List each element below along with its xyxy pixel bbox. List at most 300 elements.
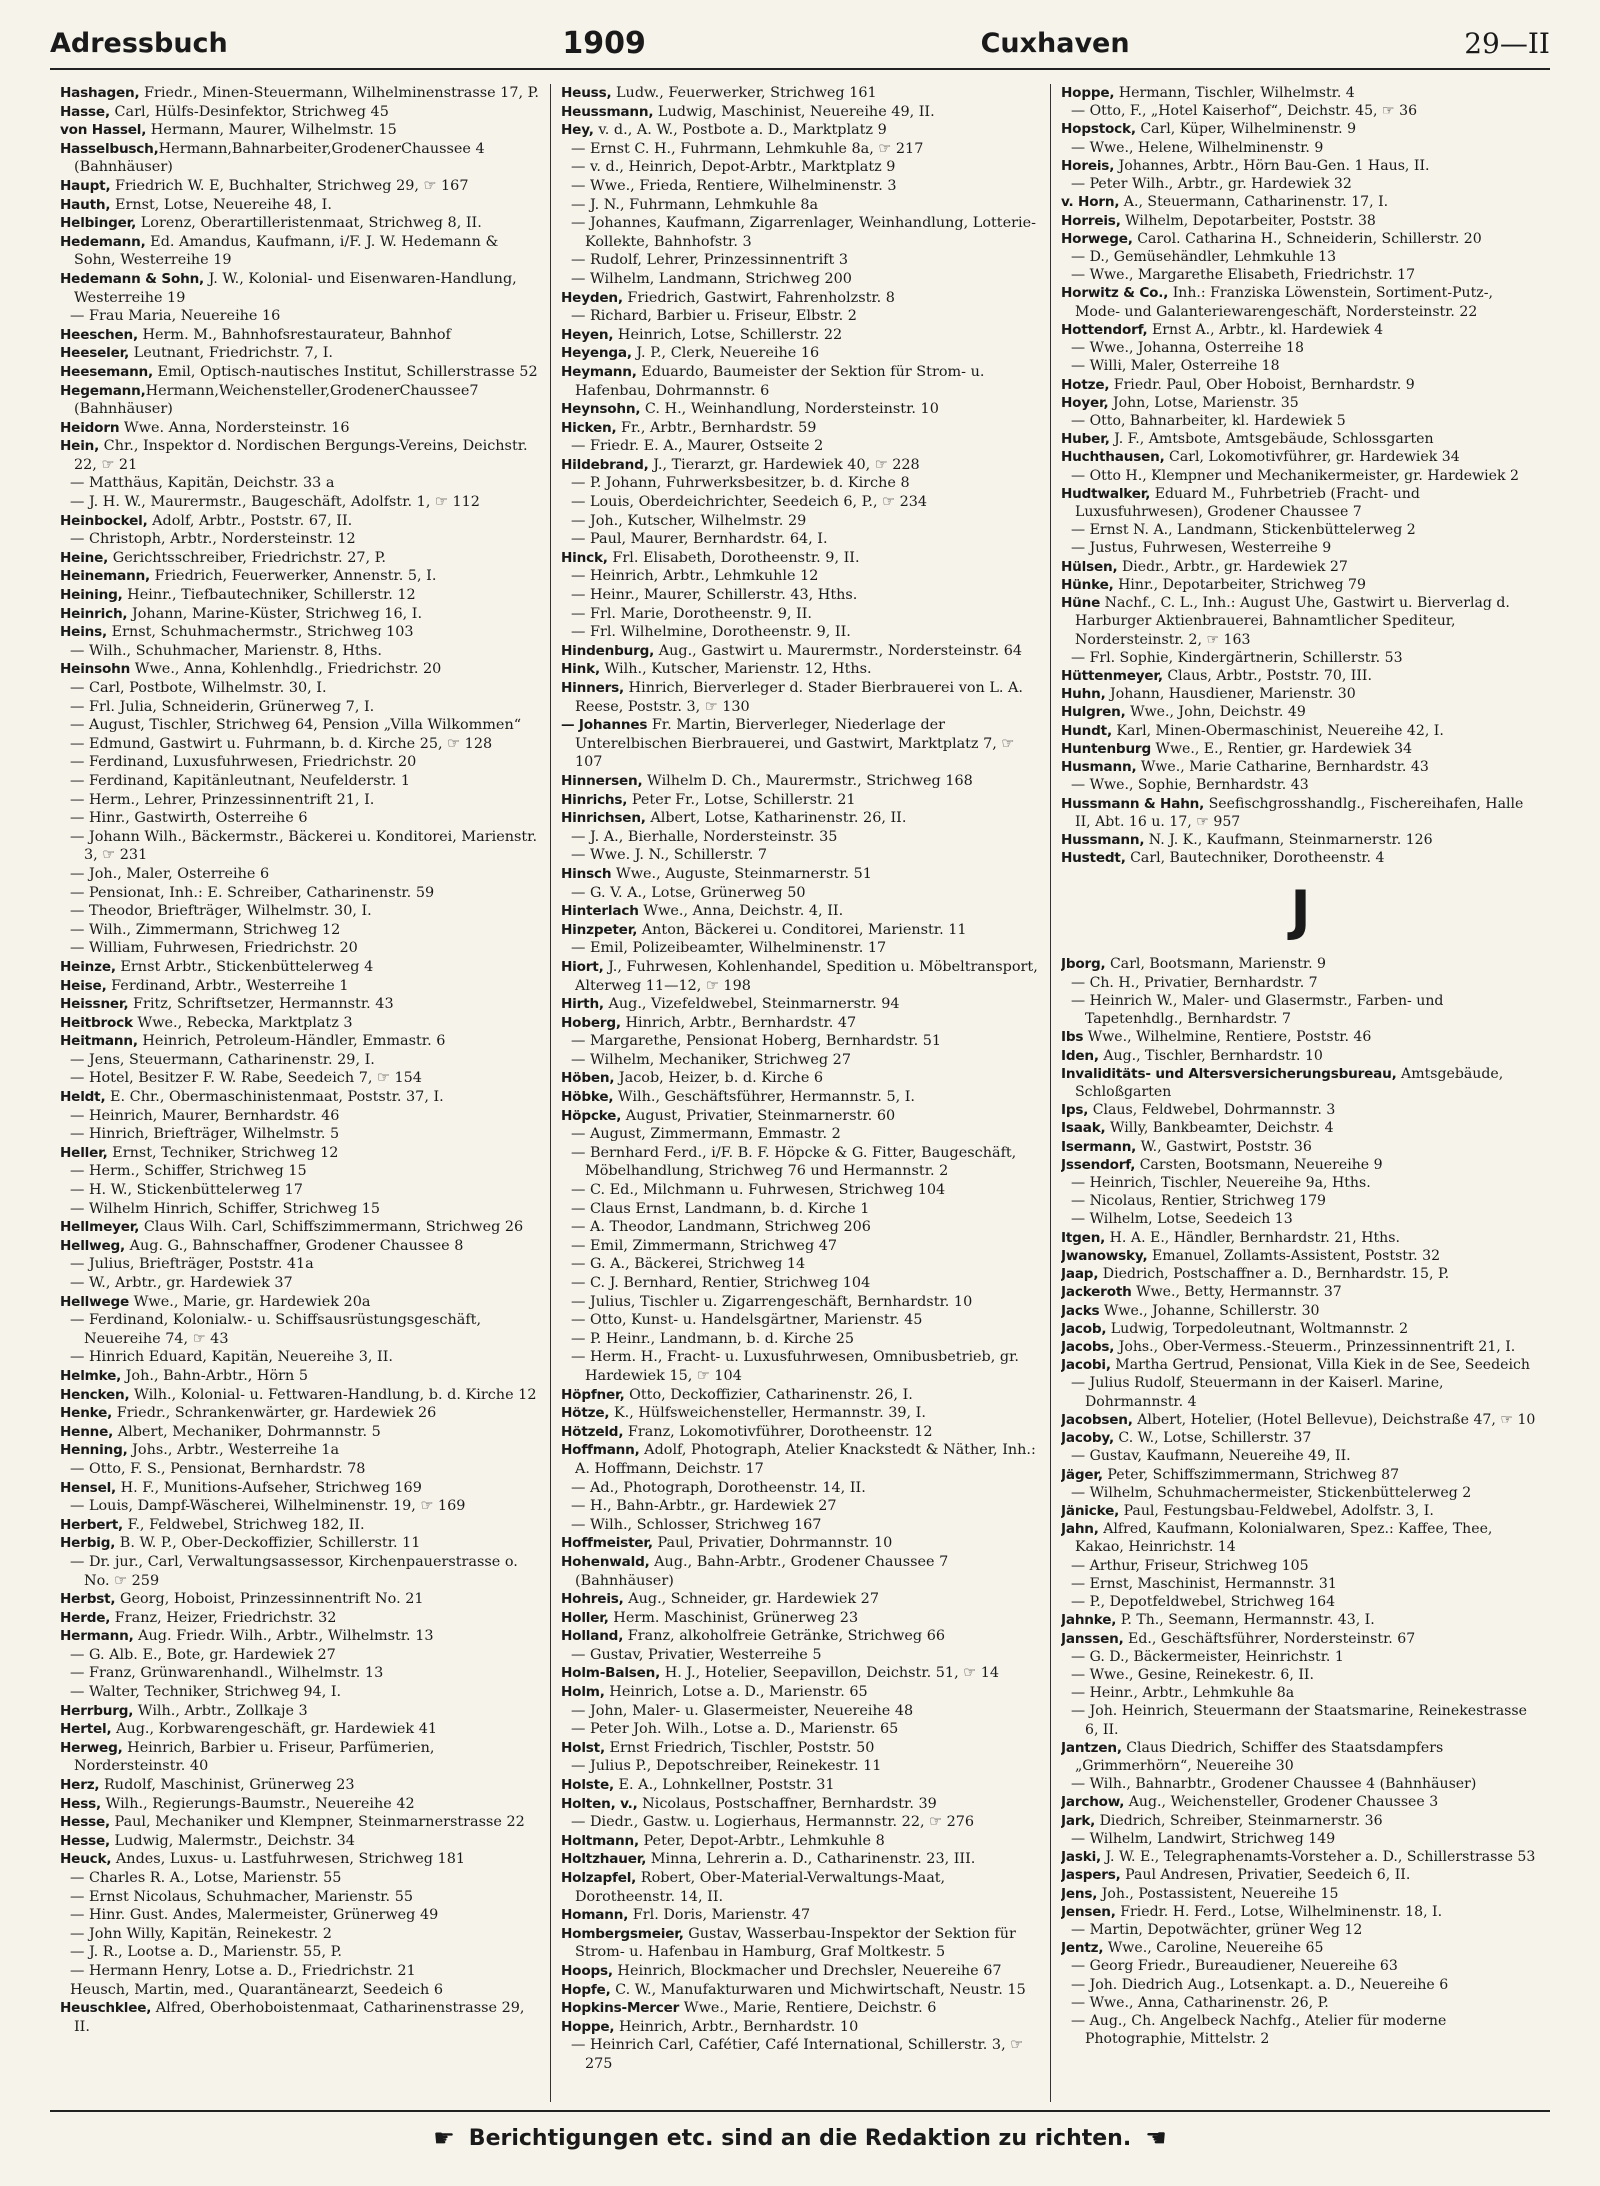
year: 1909 — [562, 25, 646, 61]
entry-details: Wilh., Regierungs-Baumstr., Neuereihe 42 — [100, 1795, 415, 1812]
entry-details: — John, Maler- u. Glasermeister, Neuereihe 48 — [571, 1702, 914, 1719]
entry-details: — Wilhelm, Landmann, Strichweg 200 — [571, 270, 852, 287]
entry-details: Rudolf, Maschinist, Grünerweg 23 — [99, 1777, 355, 1794]
directory-entry — [1061, 1684, 1540, 1702]
directory-entry — [561, 586, 1040, 605]
directory-entry — [561, 660, 1040, 679]
directory-entry — [1061, 1192, 1540, 1210]
directory-entry — [561, 2018, 1040, 2037]
entry-details: — Diedr., Gastw. u. Logierhaus, Hermannstr. 22, ☞ 276 — [571, 1814, 975, 1831]
entry-surname: Horwege, — [1061, 230, 1133, 247]
entry-details: — Justus, Fuhrwesen, Westerreihe 9 — [1071, 540, 1332, 557]
entry-details: Eduard M., Fuhrbetrieb (Fracht- und Luxusfuhrwesen), Grodener Chaussee 7 — [1075, 485, 1420, 521]
entry-details: Carl, Bautechniker, Dorotheenstr. 4 — [1125, 850, 1385, 867]
entry-surname: Höpcke, — [561, 1107, 622, 1124]
entry-surname: Jens, — [1061, 1885, 1098, 1902]
entry-surname: Heinsohn — [60, 661, 131, 678]
entry-details: B. W. P., Ober-Deckoffizier, Schillerstr. 11 — [115, 1535, 421, 1552]
directory-entry — [1061, 1447, 1540, 1465]
directory-entry — [561, 1311, 1040, 1330]
directory-entry — [561, 1869, 1040, 1906]
entry-surname: Höpfner, — [561, 1386, 625, 1403]
entry-details: — Wilhelm, Lotse, Seedeich 13 — [1071, 1211, 1293, 1228]
directory-entry — [1061, 1648, 1540, 1666]
entry-surname: Hopstock, — [1061, 121, 1136, 138]
directory-entry — [1061, 1119, 1540, 1137]
entry-details: — Joh. Diedrich Aug., Lotsenkapt. a. D., Neuereihe 6 — [1071, 1976, 1449, 1993]
entry-details: — A. Theodor, Landmann, Strichweg 206 — [571, 1219, 871, 1236]
entry-details: — Heinrich, Arbtr., Lehmkuhle 12 — [571, 568, 819, 585]
directory-entry — [60, 902, 540, 921]
directory-entry — [561, 1646, 1040, 1665]
entry-details: — J. R., Lootse a. D., Marienstr. 55, P. — [70, 1944, 342, 1961]
entry-surname: Hoffmann, — [561, 1442, 640, 1459]
directory-entry — [60, 1664, 540, 1683]
entry-details: — Ferdinand, Luxusfuhrwesen, Friedrichstr. 20 — [70, 754, 417, 771]
entry-surname: Hasselbusch, — [60, 140, 159, 157]
directory-entry — [60, 1237, 540, 1256]
entry-details: Wwe., E., Rentier, gr. Hardewiek 34 — [1150, 740, 1413, 757]
directory-entry — [561, 1237, 1040, 1256]
column-right — [1050, 84, 1550, 2102]
directory-entry — [60, 884, 540, 903]
directory-entry — [1061, 339, 1540, 357]
entry-surname: Henke, — [60, 1405, 113, 1422]
entry-surname: Hüne — [1061, 595, 1101, 612]
directory-entry — [60, 103, 540, 122]
entry-details: Anton, Bäckerei u. Conditorei, Marienstr. 11 — [637, 921, 967, 938]
directory-entry — [561, 791, 1040, 810]
entry-details: Ernst, Lotse, Neuereihe 48, I. — [110, 196, 332, 213]
directory-entry — [1061, 795, 1540, 831]
directory-entry — [561, 344, 1040, 363]
directory-entry — [60, 1516, 540, 1535]
directory-entry — [1061, 485, 1540, 521]
directory-columns — [50, 84, 1550, 2102]
directory-entry — [1061, 974, 1540, 992]
entry-details: Wwe., Wilhelmine, Rentiere, Poststr. 46 — [1083, 1029, 1372, 1046]
directory-entry — [1061, 1994, 1540, 2012]
directory-entry — [1061, 120, 1540, 138]
entry-details: N. J. K., Kaufmann, Steinmarnerstr. 126 — [1144, 831, 1433, 848]
entry-surname: Heine, — [60, 549, 109, 566]
directory-entry — [1061, 703, 1540, 721]
directory-entry — [561, 1962, 1040, 1981]
entry-details: Franz, Heizer, Friedrichstr. 32 — [110, 1609, 337, 1626]
directory-entry — [60, 623, 540, 642]
directory-entry — [1061, 1812, 1540, 1830]
entry-details: Wilhelm D. Ch., Maurermstr., Strichweg 168 — [642, 772, 973, 789]
entry-details: — Ernst Nicolaus, Schuhmacher, Marienstr. 55 — [70, 1888, 414, 1905]
directory-entry — [1061, 1174, 1540, 1192]
entry-surname: Heymann, — [561, 363, 637, 380]
directory-entry — [60, 1311, 540, 1348]
directory-entry — [1061, 1575, 1540, 1593]
entry-details: — Franz, Grünwarenhandl., Wilhelmstr. 13 — [70, 1665, 384, 1682]
entry-surname: Heuss, — [561, 85, 612, 101]
directory-entry — [1061, 722, 1540, 740]
column-left — [50, 84, 550, 2102]
directory-entry — [60, 493, 540, 512]
entry-details: — Jens, Steuermann, Catharinenstr. 29, I. — [70, 1051, 375, 1068]
directory-entry — [1061, 539, 1540, 557]
entry-surname: Hellweg, — [60, 1237, 125, 1254]
entry-surname: Hashagen, — [60, 85, 140, 101]
entry-surname: Hopkins-Mercer — [561, 2000, 680, 2017]
entry-surname: Hirth, — [561, 996, 604, 1013]
entry-details: Heusch, Martin, med., Quarantänearzt, Seedeich 6 — [70, 1981, 444, 1998]
entry-details: Ludwig, Torpedoleutnant, Woltmannstr. 2 — [1106, 1320, 1409, 1337]
entry-details: Johann, Hausdiener, Marienstr. 30 — [1105, 686, 1356, 703]
entry-details: — Otto H., Klempner und Mechanikermeister, gr. Hardewiek 2 — [1071, 467, 1520, 484]
entry-surname: Hussmann, — [1061, 831, 1145, 848]
entry-surname: Hess, — [60, 1795, 101, 1812]
entry-details: — P. Johann, Fuhrwerksbesitzer, b. d. Kirche 8 — [571, 475, 910, 492]
directory-entry — [60, 140, 540, 177]
entry-details: Ernst Arbtr., Stickenbüttelerweg 4 — [115, 958, 374, 975]
directory-entry — [561, 1125, 1040, 1144]
entry-surname: Huchthausen, — [1061, 449, 1165, 466]
entry-details: — G. D., Bäckermeister, Heinrichstr. 1 — [1071, 1648, 1344, 1665]
directory-entry — [561, 363, 1040, 400]
entry-details: Carsten, Bootsmann, Neuereihe 9 — [1135, 1156, 1383, 1173]
directory-entry — [1061, 430, 1540, 448]
directory-entry — [60, 1423, 540, 1442]
entry-details: Otto, Deckoffizier, Catharinenstr. 26, I. — [624, 1386, 913, 1403]
directory-entry — [561, 158, 1040, 177]
entry-surname: Jaski, — [1061, 1849, 1101, 1866]
directory-entry — [1061, 1520, 1540, 1556]
directory-entry — [60, 1813, 540, 1832]
entry-surname: Herweg, — [60, 1739, 123, 1756]
entry-details: Wilh., Kolonial- u. Fettwaren-Handlung, b. d. Kirche 12 — [129, 1386, 537, 1403]
directory-entry — [561, 140, 1040, 159]
directory-entry — [60, 1144, 540, 1163]
entry-details: Ernst, Techniker, Strichweg 12 — [107, 1144, 339, 1161]
entry-details: Friedr. H. Ferd., Lotse, Wilhelminenstr. 18, I. — [1115, 1903, 1443, 1920]
directory-entry — [561, 1069, 1040, 1088]
directory-entry — [1061, 1047, 1540, 1065]
entry-details: — W., Arbtr., gr. Hardewiek 37 — [70, 1275, 293, 1291]
entry-details: — P. Heinr., Landmann, b. d. Kirche 25 — [571, 1330, 855, 1347]
entry-details: Hinrich, Bierverleger d. Stader Bierbrauerei von L. A. Reese, Poststr. 3, ☞ 130 — [575, 680, 1024, 715]
directory-entry — [561, 921, 1040, 940]
directory-entry — [60, 1553, 540, 1590]
entry-details: Johann, Marine-Küster, Strichweg 16, I. — [127, 605, 423, 622]
entry-surname: Hötzeld, — [561, 1423, 624, 1440]
entry-details: — Otto, Bahnarbeiter, kl. Hardewiek 5 — [1071, 412, 1346, 429]
directory-entry — [1061, 212, 1540, 230]
entry-details: Frl. Elisabeth, Dorotheenstr. 9, II. — [607, 549, 860, 566]
entry-details: Claus Wilh. Carl, Schiffszimmermann, Strichweg 26 — [139, 1219, 524, 1236]
directory-entry — [561, 326, 1040, 345]
directory-entry — [60, 1460, 540, 1479]
entry-details: — Otto, Kunst- u. Handelsgärtner, Marienstr. 45 — [571, 1312, 923, 1329]
entry-details: — Wwe., Margarethe Elisabeth, Friedrichstr. 17 — [1071, 267, 1416, 284]
entry-details: — August, Tischler, Strichweg 64, Pension „Villa Wilkommen“ — [70, 717, 522, 734]
entry-details: Leutnant, Friedrichstr. 7, I. — [129, 345, 334, 362]
entry-details: — Peter Wilh., Arbtr., gr. Hardewiek 32 — [1071, 176, 1352, 193]
directory-entry — [561, 493, 1040, 512]
entry-details: — J. N., Fuhrmann, Lehmkuhle 8a — [571, 196, 819, 213]
directory-entry — [1061, 649, 1540, 667]
page-footer — [50, 2118, 1550, 2158]
page-header — [50, 22, 1550, 64]
entry-surname: Hoppe, — [1061, 85, 1115, 101]
entry-surname: Jwanowsky, — [1061, 1247, 1148, 1264]
entry-surname: Jaap, — [1061, 1266, 1099, 1283]
entry-details: J. W. E., Telegraphenamts-Vorsteher a. D., Schillerstrasse 53 — [1101, 1849, 1536, 1866]
directory-entry — [60, 865, 540, 884]
entry-surname: Jacobs, — [1061, 1339, 1115, 1355]
directory-entry — [60, 177, 540, 196]
entry-details: J., Fuhrwesen, Kohlenhandel, Spedition u. Möbeltransport, Alterweg 11—12, ☞ 198 — [575, 958, 1038, 994]
directory-entry — [1061, 448, 1540, 466]
directory-entry — [561, 1664, 1040, 1683]
entry-surname: Herbig, — [60, 1535, 116, 1552]
entry-details: Wwe., Marie, gr. Hardewiek 20a — [129, 1293, 371, 1310]
directory-entry — [1061, 1028, 1540, 1046]
entry-details: Eduardo, Baumeister der Sektion für Strom- u. Hafenbau, Dohrmannstr. 6 — [575, 363, 985, 399]
entry-details: — H. W., Stickenbüttelerweg 17 — [70, 1182, 303, 1199]
directory-entry — [561, 1423, 1040, 1442]
directory-entry — [561, 865, 1040, 884]
entry-surname: Jacobsen, — [1061, 1411, 1133, 1428]
entry-details: Chr., Inspektor d. Nordischen Bergungs-Vereins, Deichstr. 22, ☞ 21 — [74, 438, 528, 473]
entry-details: Johs., Ober-Vermess.-Steuerm., Prinzessinnentrift 21, I. — [1114, 1339, 1516, 1355]
entry-surname: Hoops, — [561, 1962, 613, 1979]
directory-entry — [60, 1906, 540, 1925]
directory-entry — [561, 1553, 1040, 1590]
entry-surname: Jark, — [1061, 1812, 1096, 1829]
directory-entry — [60, 1590, 540, 1609]
entry-surname: Heussmann, — [561, 103, 654, 120]
directory-entry — [60, 1962, 540, 1981]
directory-entry — [60, 1720, 540, 1739]
directory-entry — [60, 1051, 540, 1070]
entry-details: — Frl. Wilhelmine, Dorotheenstr. 9, II. — [571, 624, 851, 641]
entry-surname: Hüttenmeyer, — [1061, 668, 1163, 684]
directory-entry — [1061, 1976, 1540, 1994]
directory-entry — [1061, 1611, 1540, 1629]
entry-surname: Holten, v., — [561, 1795, 638, 1812]
directory-entry — [561, 623, 1040, 642]
entry-surname: Heining, — [60, 587, 123, 604]
directory-entry — [1061, 357, 1540, 375]
directory-entry — [60, 270, 540, 307]
entry-details: Claus Diedrich, Schiffer des Staatsdampfers „Grimmerhörn“, Neuereihe 30 — [1075, 1739, 1444, 1775]
directory-entry — [1061, 284, 1540, 320]
entry-details: — Heinrich Carl, Cafétier, Café International, Schillerstr. 3, ☞ 275 — [571, 2037, 1024, 2072]
directory-entry — [1061, 467, 1540, 485]
entry-surname: Jacoby, — [1061, 1430, 1114, 1447]
directory-entry — [60, 1999, 540, 2036]
pointing-hand-icon: ☚ — [1145, 2124, 1167, 2152]
entry-details: Aug., Weichensteller, Grodener Chaussee 3 — [1124, 1794, 1439, 1811]
entry-surname: Jaspers, — [1061, 1867, 1121, 1884]
entry-details: — Paul, Maurer, Bernhardstr. 64, I. — [571, 531, 828, 548]
directory-entry — [60, 698, 540, 717]
entry-details: Albert, Lotse, Katharinenstr. 26, II. — [645, 810, 907, 827]
directory-entry — [60, 660, 540, 679]
directory-entry — [561, 512, 1040, 531]
entry-details: Wilh., Geschäftsführer, Hermannstr. 5, I. — [613, 1089, 916, 1106]
directory-entry — [1061, 992, 1540, 1028]
entry-surname: Horwitz & Co., — [1061, 285, 1169, 302]
entry-details: Heinrich, Petroleum-Händler, Emmastr. 6 — [137, 1033, 446, 1050]
directory-entry — [1061, 1957, 1540, 1975]
entry-details: Claus, Feldwebel, Dohrmannstr. 3 — [1088, 1102, 1336, 1119]
entry-details: Carol. Catharina H., Schneiderin, Schillerstr. 20 — [1132, 230, 1482, 247]
entry-surname: Holtmann, — [561, 1832, 639, 1849]
directory-entry — [561, 1218, 1040, 1237]
directory-entry — [1061, 248, 1540, 266]
entry-details: — Frau Maria, Neuereihe 16 — [70, 308, 281, 325]
directory-entry — [1061, 521, 1540, 539]
entry-details: Hermann,Weichensteller,GrodenerChaussee7 (Bahnhäuser) — [74, 382, 479, 418]
entry-surname: Holm, — [561, 1684, 605, 1701]
entry-details: — Margarethe, Pensionat Hoberg, Bernhardstr. 51 — [571, 1033, 942, 1050]
directory-entry — [60, 1218, 540, 1237]
directory-entry — [60, 196, 540, 215]
entry-details: — v. d., Heinrich, Depot-Arbtr., Marktplatz 9 — [571, 159, 896, 176]
entry-details: Hermann,Bahnarbeiter,GrodenerChaussee 4 (Bahnhäuser) — [74, 140, 485, 176]
entry-surname: Heyden, — [561, 289, 623, 306]
entry-details: Seefischgrosshandlg., Fischereihafen, Halle II, Abt. 16 u. 17, ☞ 957 — [1075, 795, 1524, 830]
entry-details: Johs., Arbtr., Westerreihe 1a — [127, 1442, 340, 1459]
directory-entry — [60, 1181, 540, 1200]
directory-entry — [1061, 1338, 1540, 1356]
entry-surname: Hesse, — [60, 1832, 110, 1849]
directory-entry — [561, 828, 1040, 847]
directory-entry — [60, 1479, 540, 1498]
entry-details: — Joh., Maler, Osterreihe 6 — [70, 865, 270, 882]
entry-surname: Hey, — [561, 122, 594, 139]
entry-surname: Hinrichs, — [561, 791, 628, 808]
entry-details: — Heinrich W., Maler- und Glasermstr., Farben- und Tapetenhdlg., Bernhardstr. 7 — [1071, 992, 1444, 1028]
entry-surname: Heissner, — [60, 996, 129, 1013]
entry-details: Ludwig, Malermstr., Deichstr. 34 — [109, 1832, 355, 1849]
directory-entry — [1061, 1484, 1540, 1502]
directory-entry — [60, 586, 540, 605]
directory-entry — [1061, 1265, 1540, 1283]
entry-details: Lorenz, Oberartilleristenmaat, Strichweg 8, II. — [136, 215, 482, 232]
directory-entry — [561, 1590, 1040, 1609]
entry-details: — Gustav, Kaufmann, Neuereihe 49, II. — [1071, 1448, 1351, 1465]
entry-details: Paul, Mechaniker und Klempner, Steinmarnerstrasse 22 — [109, 1814, 525, 1831]
entry-details: — Hinrich, Briefträger, Wilhelmstr. 5 — [70, 1126, 340, 1143]
directory-entry — [1061, 376, 1540, 394]
entry-details: Franz, Lokomotivführer, Dorotheenstr. 12 — [623, 1423, 933, 1440]
entry-surname: Jänicke, — [1061, 1502, 1120, 1519]
entry-details: — Wwe., Johanna, Osterreihe 18 — [1071, 340, 1304, 357]
entry-surname: Heidorn — [60, 419, 120, 436]
entry-surname: Heuck, — [60, 1851, 112, 1868]
directory-entry — [60, 1739, 540, 1776]
directory-entry — [561, 121, 1040, 140]
entry-details: Friedr. Paul, Ober Hoboist, Bernhardstr. 9 — [1109, 376, 1415, 393]
entry-details: Hermann, Tischler, Wilhelmstr. 4 — [1114, 85, 1355, 101]
entry-details: — D., Gemüsehändler, Lehmkuhle 13 — [1071, 248, 1337, 265]
entry-details: Heinr., Tiefbautechniker, Schillerstr. 12 — [122, 587, 416, 604]
directory-entry — [561, 679, 1040, 716]
entry-surname: Holler, — [561, 1609, 609, 1626]
entry-surname: von Hassel, — [60, 122, 147, 139]
entry-surname: Hink, — [561, 661, 600, 678]
entry-details: Heinrich, Blockmacher und Drechsler, Neuereihe 67 — [612, 1962, 1002, 1979]
entry-details: J. F., Amtsbote, Amtsgebäude, Schlossgarten — [1109, 431, 1434, 448]
directory-entry — [60, 1404, 540, 1423]
entry-details: Amtsgebäude, Schloßgarten — [1075, 1065, 1504, 1100]
entry-surname: Jentz, — [1061, 1940, 1104, 1957]
entry-surname: Hensel, — [60, 1479, 117, 1496]
entry-surname: Hencken, — [60, 1386, 130, 1403]
directory-entry — [1061, 1374, 1540, 1410]
entry-details: Franz, alkoholfreie Getränke, Strichweg 66 — [623, 1628, 946, 1645]
entry-surname: Hottendorf, — [1061, 321, 1148, 338]
directory-entry — [60, 772, 540, 791]
directory-entry — [1061, 1411, 1540, 1429]
entry-details: Wwe., Anna, Kohlenhdlg., Friedrichstr. 20 — [130, 661, 442, 678]
entry-surname: Holtzhauer, — [561, 1851, 647, 1868]
directory-entry — [1061, 1848, 1540, 1866]
section-letter: J — [1290, 879, 1311, 943]
entry-details: Aug., Schneider, gr. Hardewiek 27 — [623, 1591, 879, 1608]
entry-surname: Heesemann, — [60, 363, 153, 380]
entry-details: Inh.: Franziska Löwenstein, Sortiment-Putz-, Mode- und Galanteriewarengeschäft, Nordersteinstr. 22 — [1075, 285, 1493, 320]
entry-surname: Hellwege — [60, 1293, 130, 1310]
entry-surname: Huntenburg — [1061, 740, 1151, 757]
entry-details: — Rudolf, Lehrer, Prinzessinnentrift 3 — [571, 252, 849, 269]
directory-entry — [60, 1869, 540, 1888]
directory-entry — [561, 549, 1040, 568]
entry-details: K., Hülfsweichensteller, Hermannstr. 39, I. — [609, 1405, 926, 1422]
directory-entry — [60, 419, 540, 438]
entry-surname: Jahnke, — [1061, 1612, 1117, 1629]
entry-details: — Ernst N. A., Landmann, Stickenbüttelerweg 2 — [1071, 522, 1416, 539]
entry-details: — Frl. Sophie, Kindergärtnerin, Schillerstr. 53 — [1071, 649, 1403, 666]
entry-surname: Ips, — [1061, 1102, 1089, 1119]
directory-entry — [60, 1032, 540, 1051]
entry-details: — J. H. W., Maurermstr., Baugeschäft, Adolfstr. 1, ☞ 112 — [70, 494, 480, 511]
entry-details: — Frl. Julia, Schneiderin, Grünerweg 7, I. — [70, 698, 375, 715]
directory-entry — [561, 958, 1040, 995]
header-rule — [50, 68, 1550, 70]
entry-surname: Höben, — [561, 1070, 615, 1087]
entry-surname: Homann, — [561, 1907, 629, 1924]
entry-surname: Hopfe, — [561, 1981, 611, 1998]
entry-surname: Heins, — [60, 624, 107, 641]
entry-surname: Helbinger, — [60, 215, 137, 232]
entry-surname: Isaak, — [1061, 1120, 1106, 1137]
entry-details: — Matthäus, Kapitän, Deichstr. 33 a — [70, 475, 335, 492]
entry-details: Peter, Schiffszimmermann, Strichweg 87 — [1102, 1466, 1400, 1483]
entry-details: Albert, Hotelier, (Hotel Bellevue), Deichstraße 47, ☞ 10 — [1132, 1411, 1536, 1428]
entry-details: Fr., Arbtr., Bernhardstr. 59 — [616, 419, 817, 436]
entry-details: — Otto, F., „Hotel Kaiserhof“, Deichstr. 45, ☞ 36 — [1071, 103, 1418, 120]
entry-details: Aug., Vizefeldwebel, Steinmarnerstr. 94 — [603, 996, 900, 1013]
entry-details: F., Feldwebel, Strichweg 182, II. — [123, 1516, 365, 1533]
entry-details: Adolf, Photograph, Atelier Knackstedt & Näther, Inh.: A. Hoffmann, Deichstr. 17 — [575, 1442, 1036, 1477]
entry-surname: Herbert, — [60, 1516, 124, 1533]
entry-surname: Hünke, — [1061, 576, 1114, 593]
entry-details: — Ch. H., Privatier, Bernhardstr. 7 — [1071, 974, 1318, 991]
entry-details: — Ernst C. H., Fuhrmann, Lehmkuhle 8a, ☞ 217 — [571, 140, 924, 157]
directory-entry — [561, 1906, 1040, 1925]
entry-details: — Friedr. E. A., Maurer, Ostseite 2 — [571, 438, 824, 455]
directory-entry — [1061, 1065, 1540, 1101]
directory-entry — [561, 1999, 1040, 2018]
